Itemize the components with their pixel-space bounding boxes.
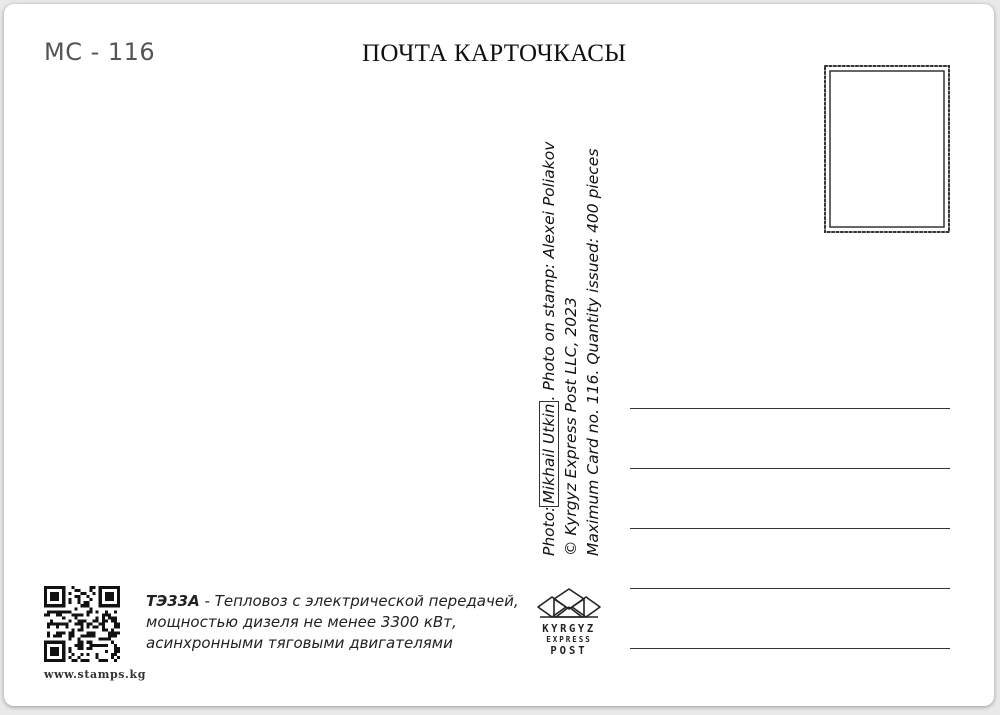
description-line-2: мощностью дизеля не менее 3300 кВт, (146, 613, 457, 631)
photo-credit: Photo:Mikhail Utkin. Photo on stamp: Alexei Poliakov (540, 141, 558, 556)
copyright-text: © Kyrgyz Express Post LLC, 2023 (562, 297, 580, 556)
address-line (630, 648, 950, 649)
postcard (4, 4, 994, 706)
logo-text-express: EXPRESS (546, 635, 592, 644)
card-title: ПОЧТА КАРТОЧКАСЫ (362, 40, 627, 67)
description (146, 591, 519, 654)
description-line-3: асинхронными тяговыми двигателями (146, 634, 453, 652)
logo-text-kyrgyz: KYRGYZ (542, 623, 596, 635)
address-line (630, 468, 950, 469)
envelope-logo-icon (536, 587, 602, 623)
stamp-placeholder-icon (821, 62, 953, 236)
photographer-name: Mikhail Utkin (539, 401, 559, 507)
credits-block (538, 136, 604, 556)
address-line (630, 588, 950, 589)
logo-text-post: POST (550, 645, 588, 657)
qr-code-icon (44, 586, 120, 662)
kyrgyz-express-post-logo (535, 587, 603, 667)
description-line-1: ТЭ33А - Тепловоз с электрической передачей, (146, 592, 519, 610)
address-line (630, 528, 950, 529)
card-code: MC - 116 (44, 38, 156, 66)
issue-text: Maximum Card no. 116. Quantity issued: 400 pieces (584, 148, 602, 556)
address-line (630, 408, 950, 409)
locomotive-model: ТЭ33А (146, 592, 200, 610)
website-url: www.stamps.kg (44, 668, 146, 681)
